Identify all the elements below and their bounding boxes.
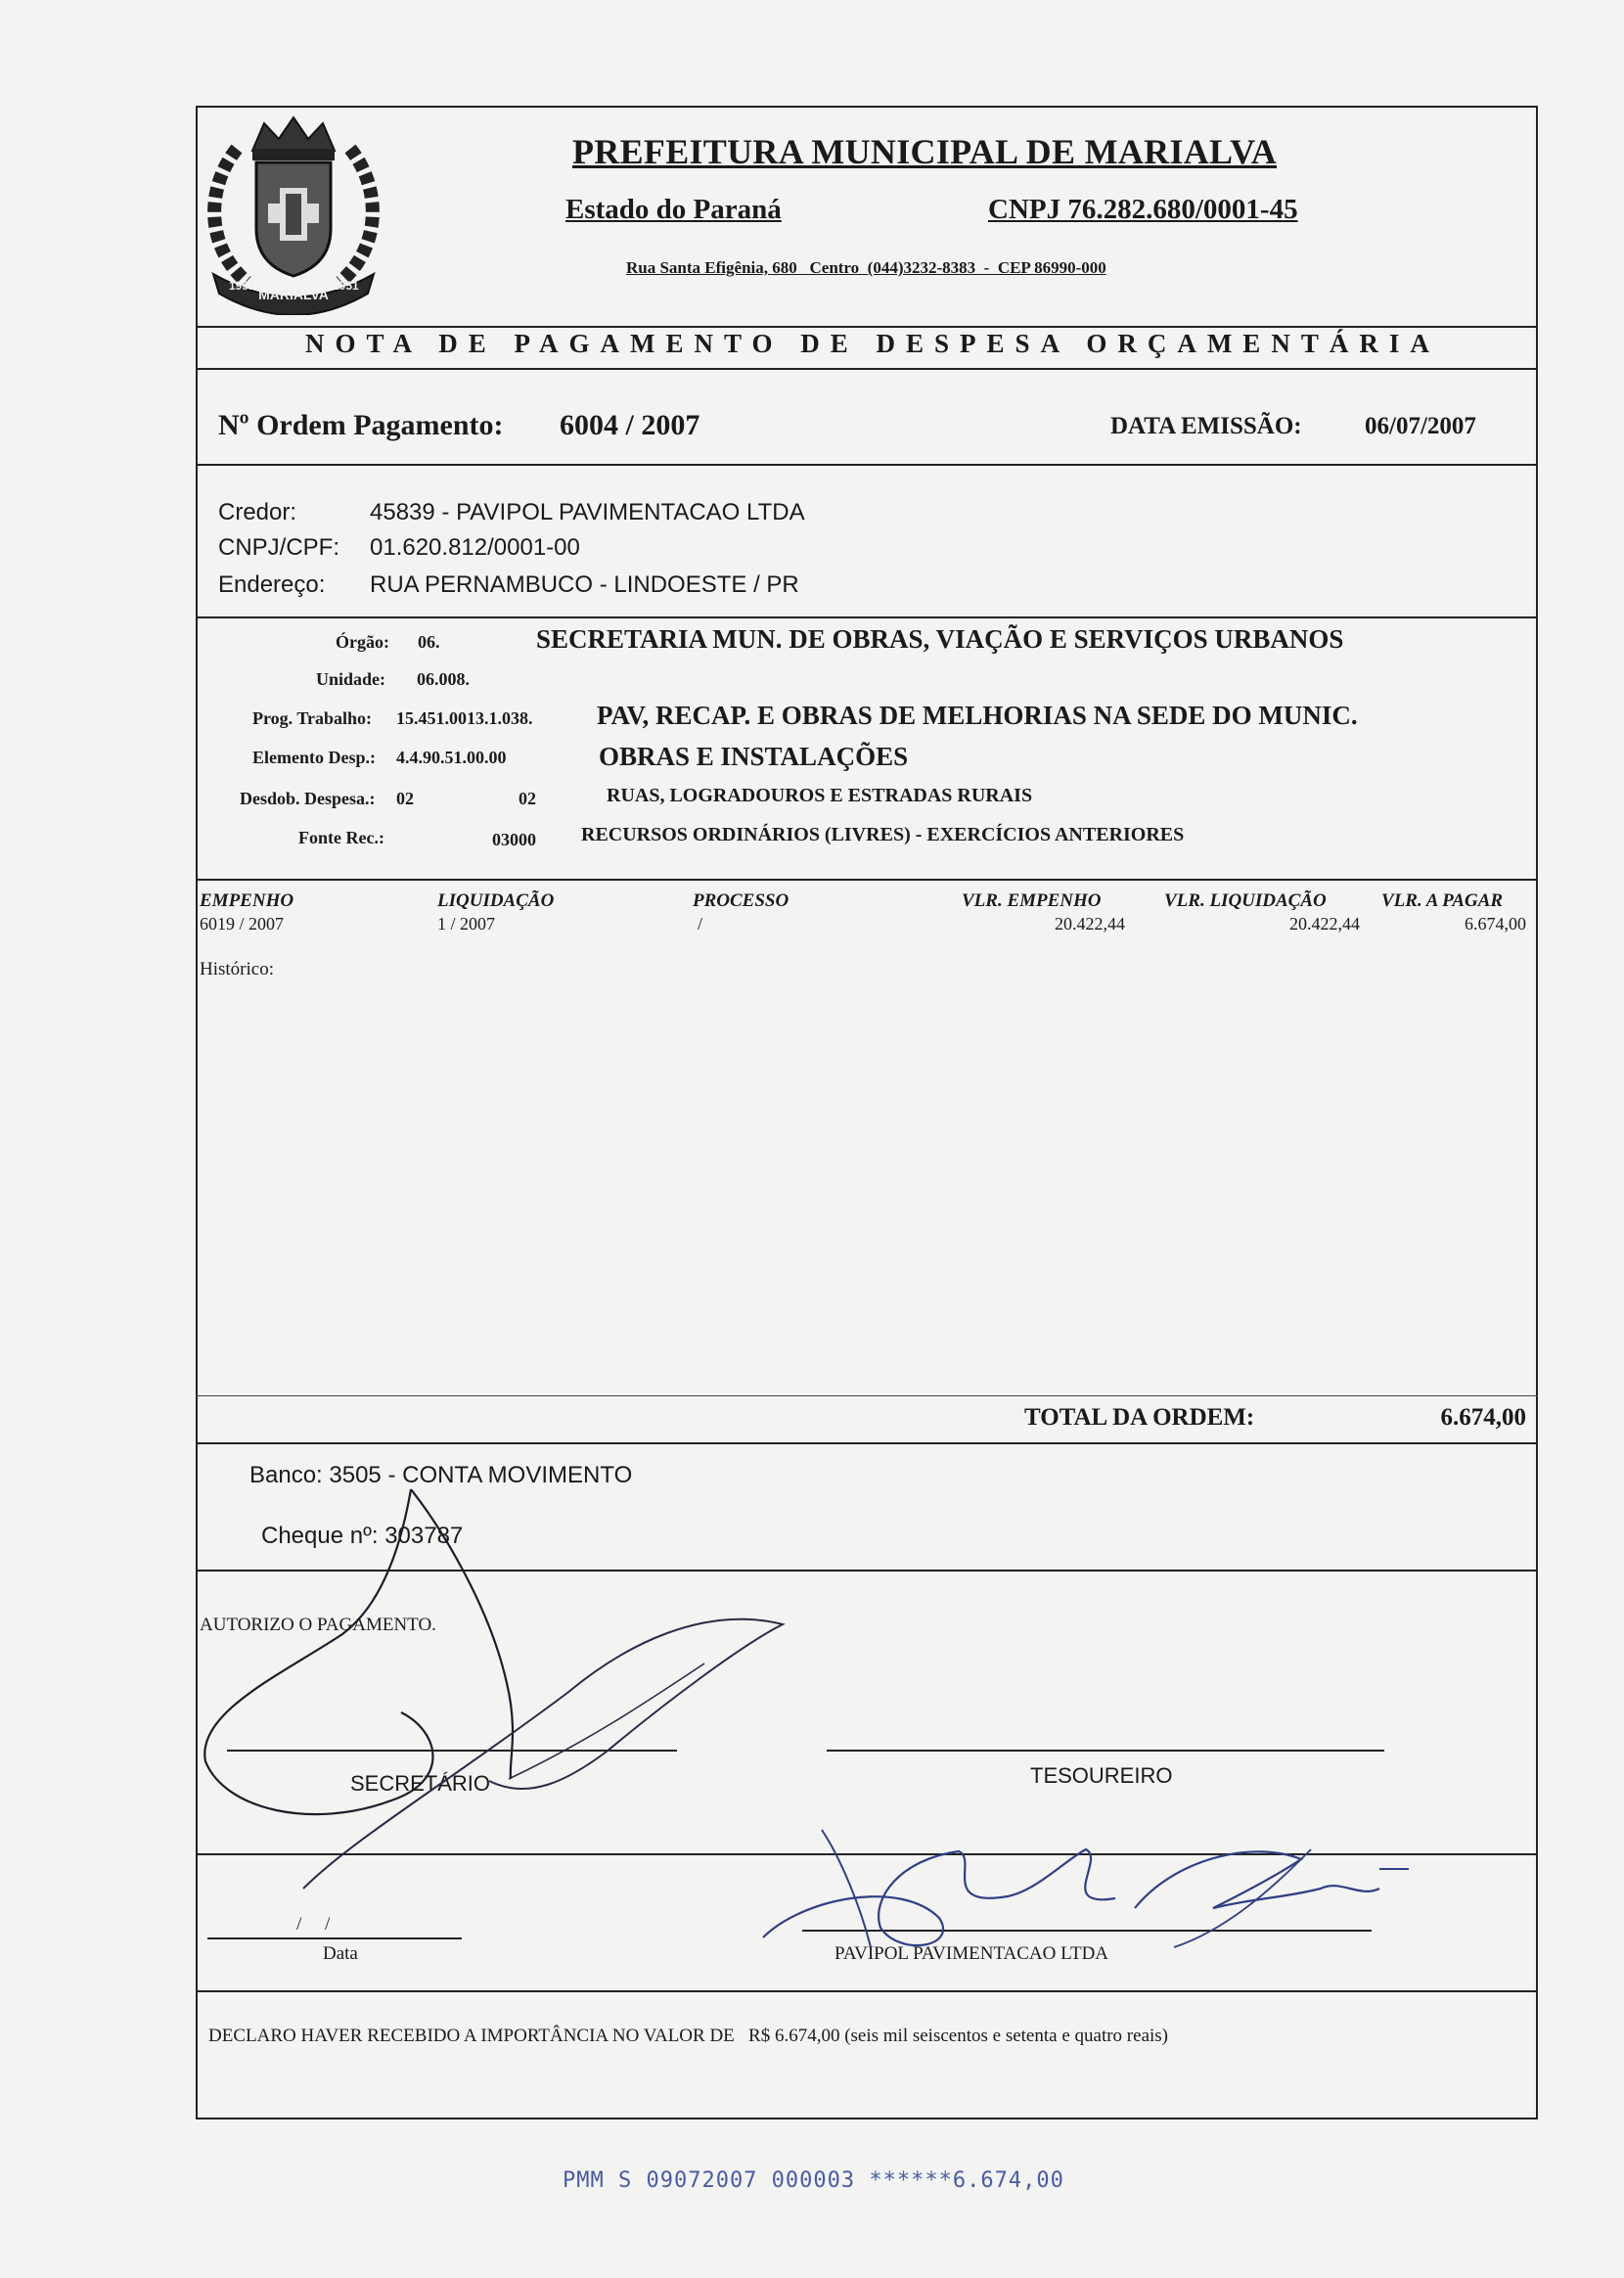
col-header-processo: PROCESSO <box>693 890 789 911</box>
crest-year-right: 1951 <box>333 279 359 293</box>
historico-label: Histórico: <box>200 959 274 980</box>
recipient-signature-stroke-1 <box>763 1849 1115 1945</box>
municipality-title: PREFEITURA MUNICIPAL DE MARIALVA <box>572 132 1278 171</box>
order-number: 6004 / 2007 <box>560 409 700 441</box>
prog-trabalho-name: PAV, RECAP. E OBRAS DE MELHORIAS NA SEDE DO MUNIC. <box>597 701 1358 730</box>
desdobramento-code-b: 02 <box>519 789 536 808</box>
bank-account: Banco: 3505 - CONTA MOVIMENTO <box>249 1462 633 1488</box>
col-header-liquidacao: LIQUIDAÇÃO <box>437 890 555 911</box>
desdobramento-label: Desdob. Despesa.: <box>240 789 376 808</box>
prog-trabalho-code: 15.451.0013.1.038. <box>396 708 533 728</box>
col-header-vlr-a-pagar: VLR. A PAGAR <box>1381 890 1504 911</box>
handwritten-signatures <box>196 1487 1538 1996</box>
divider <box>196 879 1538 881</box>
cell-vlr-a-pagar: 6.674,00 <box>1465 914 1526 934</box>
document-banner: NOTA DE PAGAMENTO DE DESPESA ORÇAMENTÁRIA <box>305 329 1440 358</box>
crest-year-left: 1951 <box>229 279 255 293</box>
creditor-label: Credor: <box>218 499 297 525</box>
address-label: Endereço: <box>218 571 326 598</box>
divider <box>196 1990 1538 1992</box>
elemento-label: Elemento Desp.: <box>252 748 376 767</box>
order-number-label: Nº Ordem Pagamento: <box>218 409 504 441</box>
date-label: Data <box>323 1943 358 1964</box>
fonte-name: RECURSOS ORDINÁRIOS (LIVRES) - EXERCÍCIOS ANTERIORES <box>581 824 1185 845</box>
recipient-name: PAVIPOL PAVIMENTACAO LTDA <box>835 1943 1109 1964</box>
desdobramento-name: RUAS, LOGRADOUROS E ESTRADAS RURAIS <box>607 785 1033 806</box>
secretario-label: SECRETÁRIO <box>350 1771 491 1796</box>
orgao-label: Órgão: <box>336 632 389 652</box>
cheque-number: Cheque nº: 303787 <box>261 1523 464 1549</box>
secretario-signature-stroke-3 <box>303 1619 783 1889</box>
cell-processo: / <box>698 914 703 934</box>
municipal-crest-logo <box>196 110 391 315</box>
col-header-empenho: EMPENHO <box>200 890 294 911</box>
orgao-code: 06. <box>418 632 440 652</box>
issue-date-label: DATA EMISSÃO: <box>1110 413 1302 439</box>
municipality-address: Rua Santa Efigênia, 680 Centro (044)3232-8383 - CEP 86990-000 <box>626 258 1106 277</box>
secretario-signature-stroke-4 <box>509 1663 704 1779</box>
fonte-label: Fonte Rec.: <box>298 828 384 847</box>
divider <box>196 1442 1538 1444</box>
recipient-signature-stroke-2 <box>822 1830 871 1947</box>
secretario-signature-stroke-1 <box>204 1489 432 1814</box>
cnpj-label: CNPJ/CPF: <box>218 534 340 561</box>
municipality-cnpj: CNPJ 76.282.680/0001-45 <box>988 194 1298 225</box>
col-header-vlr-empenho: VLR. EMPENHO <box>962 890 1102 911</box>
cell-vlr-liquidacao: 20.422,44 <box>1289 914 1360 934</box>
total-label: TOTAL DA ORDEM: <box>1024 1404 1255 1431</box>
unidade-label: Unidade: <box>316 669 386 689</box>
tesoureiro-label: TESOUREIRO <box>1030 1763 1173 1788</box>
creditor-name: 45839 - PAVIPOL PAVIMENTACAO LTDA <box>370 499 805 525</box>
col-header-vlr-liquidacao: VLR. LIQUIDAÇÃO <box>1164 890 1327 911</box>
issue-date: 06/07/2007 <box>1365 413 1476 439</box>
creditor-address: RUA PERNAMBUCO - LINDOESTE / PR <box>370 571 799 598</box>
divider <box>196 368 1538 370</box>
date-slashes: / / <box>296 1914 331 1935</box>
receipt-declaration: DECLARO HAVER RECEBIDO A IMPORTÂNCIA NO VALOR DE R$ 6.674,00 (seis mil seiscentos e setenta e quatro reais) <box>208 2026 1168 2046</box>
prog-trabalho-label: Prog. Trabalho: <box>252 708 373 728</box>
crest-ribbon-text: MARIALVA <box>258 287 329 302</box>
divider <box>196 1395 1538 1396</box>
orgao-name: SECRETARIA MUN. DE OBRAS, VIAÇÃO E SERVIÇOS URBANOS <box>536 624 1344 654</box>
unidade-code: 06.008. <box>417 669 470 689</box>
fonte-code: 03000 <box>492 830 536 849</box>
state-name: Estado do Paraná <box>565 194 782 225</box>
elemento-name: OBRAS E INSTALAÇÕES <box>599 742 909 771</box>
bank-authentication-stamp: PMM S 09072007 000003 ******6.674,00 <box>563 2168 1064 2193</box>
divider <box>196 326 1538 328</box>
creditor-cnpj: 01.620.812/0001-00 <box>370 534 580 561</box>
total-value: 6.674,00 <box>1440 1404 1526 1431</box>
divider <box>196 464 1538 466</box>
cell-empenho: 6019 / 2007 <box>200 914 285 934</box>
cell-vlr-empenho: 20.422,44 <box>1055 914 1125 934</box>
divider <box>196 616 1538 618</box>
authorize-payment-text: AUTORIZO O PAGAMENTO. <box>200 1615 436 1635</box>
desdobramento-code-a: 02 <box>396 789 414 808</box>
cell-liquidacao: 1 / 2007 <box>437 914 496 934</box>
elemento-code: 4.4.90.51.00.00 <box>396 748 507 767</box>
